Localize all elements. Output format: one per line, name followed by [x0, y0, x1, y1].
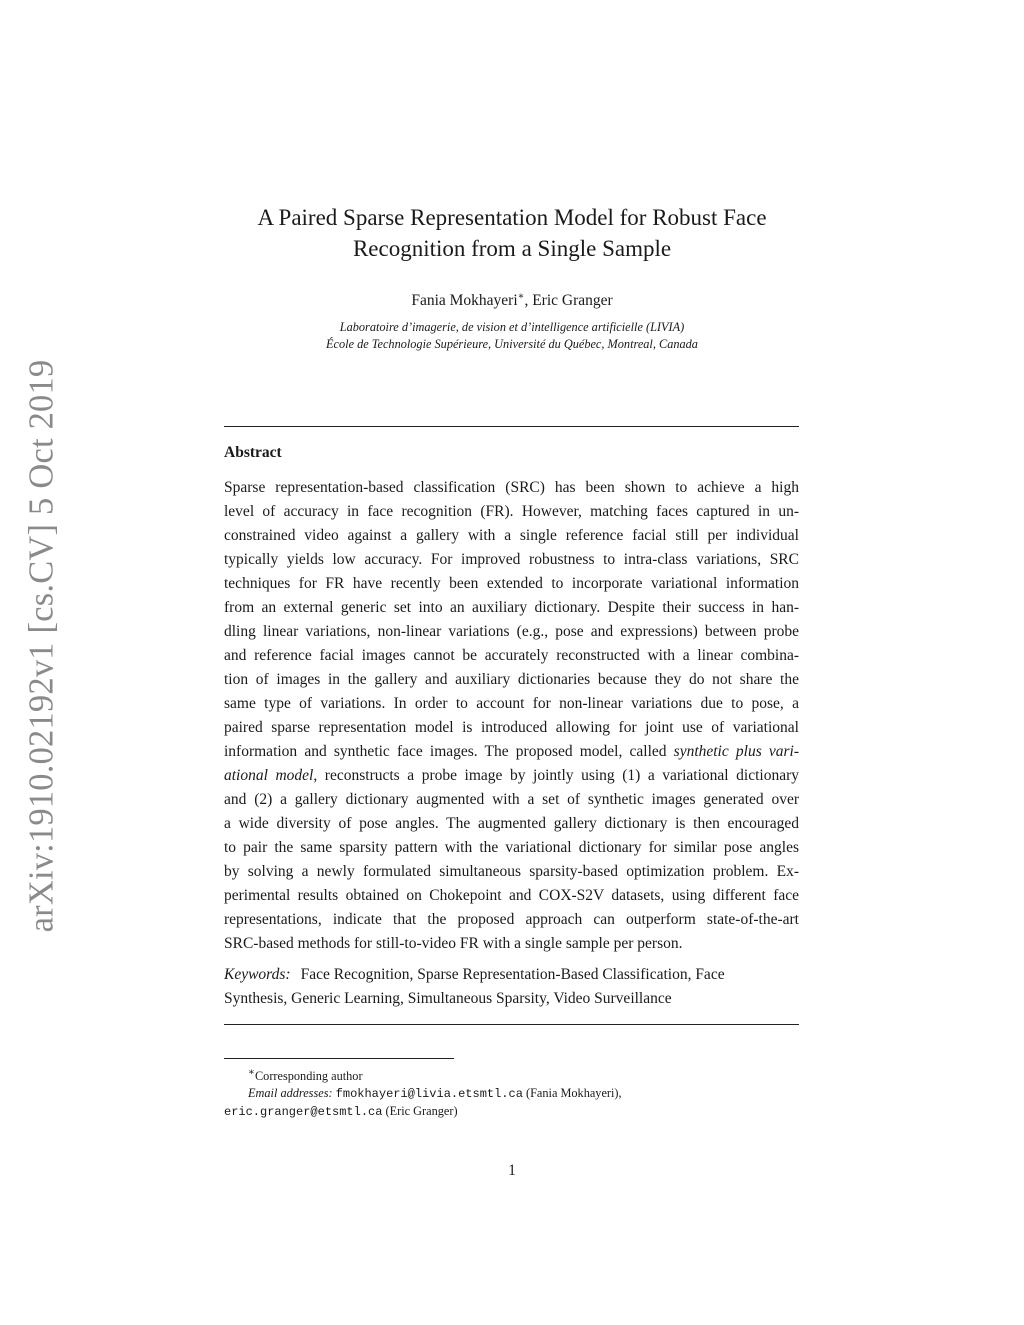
footnote-emails-line-2: [224, 1103, 799, 1121]
abstract-line: and reference facial images cannot be accurately reconstructed with a linear combina-: [224, 647, 799, 664]
abstract-line: perimental results obtained on Chokepoint and COX-S2V datasets, using different face: [224, 887, 799, 904]
abstract-line: same type of variations. In order to account for non-linear variations due to pose, a: [224, 695, 799, 712]
page-number: 1: [508, 1162, 516, 1179]
author-list: [200, 291, 824, 310]
author-1: Fania Mokhayeri: [411, 292, 518, 310]
paper-title: [200, 202, 824, 264]
abstract-line-model-name: [224, 740, 799, 764]
footnote-rule: [224, 1058, 454, 1059]
abstract-line: Sparse representation-based classification (SRC) has been shown to achieve a high: [224, 479, 799, 496]
email-1-owner: (Fania Mokhayeri),: [525, 1086, 622, 1101]
footnote-corresponding: [224, 1064, 799, 1085]
model-name-italic-cont: ational model: [224, 767, 314, 784]
abstract-line: by solving a newly formulated simultaneous sparsity-based optimization problem. Ex-: [224, 863, 799, 880]
keywords-label: Keywords:: [224, 966, 291, 983]
footnote-emails-line-1: [224, 1085, 799, 1103]
keywords-text: Face Recognition, Sparse Representation-Based Classification, Face: [300, 966, 725, 983]
author-2: Eric Granger: [532, 292, 613, 310]
corresponding-text: Corresponding author: [254, 1069, 363, 1084]
title-line-1: A Paired Sparse Representation Model for Robust Face: [257, 205, 767, 230]
email-2-owner: (Eric Granger): [385, 1104, 458, 1119]
keywords-line-1: [224, 963, 799, 987]
abstract-text: , reconstructs a probe image by jointly using (1) a variational dictionary: [313, 767, 799, 784]
affiliation-line-1: Laboratoire d’imagerie, de vision et d’intelligence artificielle (LIVIA): [339, 320, 685, 334]
abstract-line: dling linear variations, non-linear variations (e.g., pose and expressions) between probe: [224, 623, 799, 640]
abstract-body: [224, 476, 799, 956]
bottom-rule: [224, 1024, 799, 1025]
abstract-line: techniques for FR have recently been extended to incorporate variational information: [224, 575, 799, 592]
abstract-text: information and synthetic face images. The proposed model, called: [224, 743, 674, 760]
abstract-line: paired sparse representation model is introduced allowing for joint use of variational: [224, 719, 799, 736]
abstract-line: to pair the same sparsity pattern with the variational dictionary for similar pose angles: [224, 839, 799, 856]
model-name-italic: synthetic plus vari-: [673, 743, 800, 760]
footnote: [224, 1064, 799, 1121]
abstract-line: tion of images in the gallery and auxiliary dictionaries because they do not share the: [224, 671, 799, 688]
title-line-2: Recognition from a Single Sample: [352, 236, 672, 261]
abstract-line: level of accuracy in face recognition (FR). However, matching faces captured in un-: [224, 503, 799, 520]
abstract-line: representations, indicate that the proposed approach can outperform state-of-the-art: [224, 911, 799, 928]
abstract-line: constrained video against a gallery with a single reference facial still per individual: [224, 527, 799, 544]
arxiv-identifier-stamp: arXiv:1910.02192v1 [cs.CV] 5 Oct 2019: [22, 359, 61, 933]
corresponding-mark: ∗: [517, 291, 525, 302]
abstract-line: a wide diversity of pose angles. The augmented gallery dictionary is then encouraged: [224, 815, 799, 832]
keywords-line-2: Synthesis, Generic Learning, Simultaneous Sparsity, Video Surveillance: [224, 990, 672, 1007]
abstract-line: from an external generic set into an auxiliary dictionary. Despite their success in han-: [224, 599, 799, 616]
email-link-1[interactable]: fmokhayeri@livia.etsmtl.ca: [335, 1087, 523, 1102]
keywords: [224, 963, 799, 1011]
email-link-2[interactable]: eric.granger@etsmtl.ca: [224, 1105, 383, 1120]
abstract-last-line: SRC-based methods for still-to-video FR with a single sample per person.: [224, 935, 683, 952]
abstract-line: typically yields low accuracy. For improved robustness to intra-class variations, SRC: [224, 551, 799, 568]
abstract-line-model-name-cont: [224, 764, 799, 788]
affiliation-line-2: École de Technologie Supérieure, Université du Québec, Montreal, Canada: [326, 337, 698, 351]
affiliation: [200, 319, 824, 353]
email-label: Email addresses:: [248, 1086, 333, 1101]
top-rule: [224, 426, 799, 427]
abstract-line: and (2) a gallery dictionary augmented with a set of synthetic images generated over: [224, 791, 799, 808]
abstract-heading: Abstract: [224, 444, 282, 461]
footnote-mark: ∗: [248, 1067, 255, 1078]
author-separator: ,: [524, 292, 533, 310]
